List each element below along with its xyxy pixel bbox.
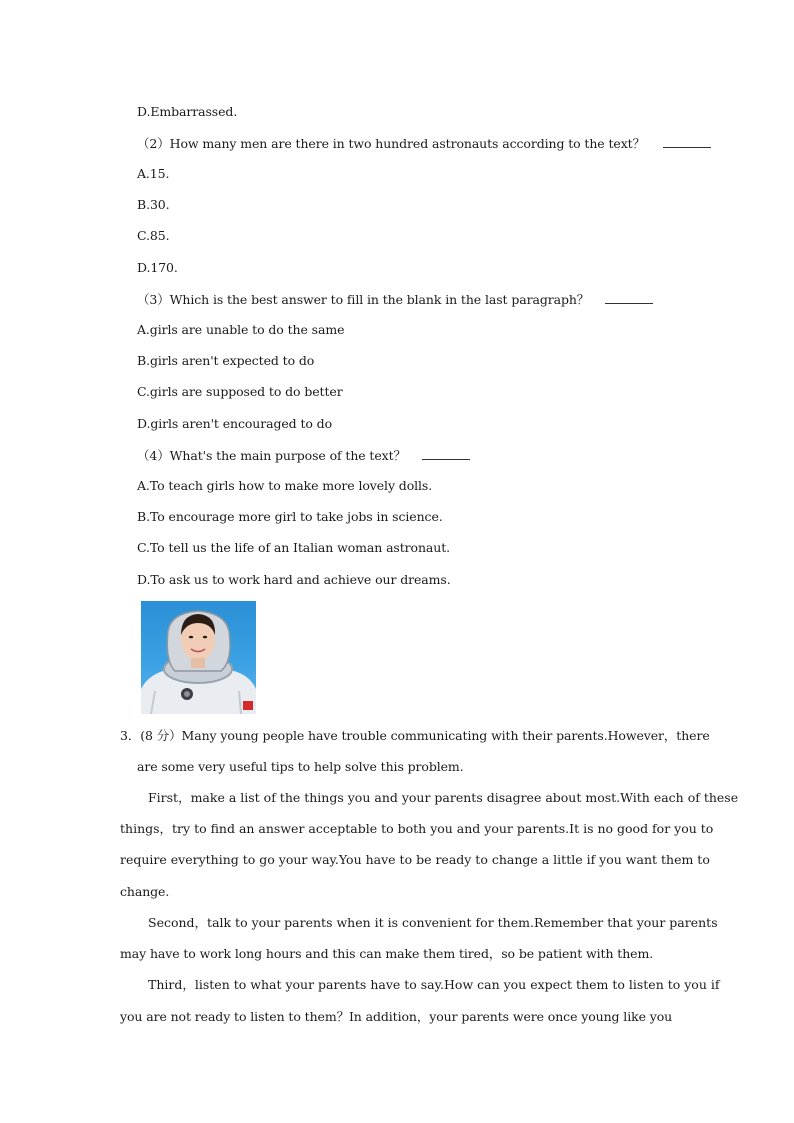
- q2-sub4-question: [137, 447, 470, 464]
- answer-blank[interactable]: [663, 135, 711, 148]
- astronaut-photo: [141, 601, 256, 714]
- q2-sub1-option-d: D.Embarrassed.: [137, 104, 238, 119]
- q2-sub3-option-b: B.girls aren't expected to do: [137, 353, 315, 368]
- question-text: （3）Which is the best answer to fill in the blank in the last paragraph？: [137, 292, 590, 307]
- q3-paragraph-1-line-3: require everything to go your way.You have to be ready to change a little if you want them to: [120, 852, 710, 867]
- q3-paragraph-1-line-1: First，make a list of the things you and your parents disagree about most.With each of these: [148, 790, 739, 805]
- q3-paragraph-1-line-4: change.: [120, 884, 170, 899]
- q2-sub3-option-a: A.girls are unable to do the same: [137, 322, 345, 337]
- q3-paragraph-1-line-2: things，try to find an answer acceptable to both you and your parents.It is no good for you to: [120, 821, 714, 836]
- q3-intro-line-1: 3．(8 分）Many young people have trouble communicating with their parents.However，there: [120, 728, 710, 743]
- q2-sub4-option-b: B.To encourage more girl to take jobs in science.: [137, 509, 443, 524]
- q2-sub4-option-c: C.To tell us the life of an Italian woman astronaut.: [137, 540, 451, 555]
- q2-sub4-option-a: A.To teach girls how to make more lovely dolls.: [137, 478, 433, 493]
- astronaut-illustration: [141, 601, 256, 714]
- q2-sub2-option-a: A.15.: [137, 166, 170, 181]
- q3-paragraph-3-line-1: Third，listen to what your parents have to say.How can you expect them to listen to you if: [148, 977, 720, 992]
- q3-paragraph-2-line-2: may have to work long hours and this can make them tired，so be patient with them.: [120, 946, 654, 961]
- q2-sub2-question: [137, 135, 711, 152]
- question-text: （2）How many men are there in two hundred astronauts according to the text？: [137, 136, 645, 151]
- answer-blank[interactable]: [422, 447, 470, 460]
- q2-sub2-option-c: C.85.: [137, 228, 170, 243]
- q3-intro-line-2: are some very useful tips to help solve this problem.: [137, 759, 464, 774]
- answer-blank[interactable]: [605, 291, 653, 304]
- q2-sub4-option-d: D.To ask us to work hard and achieve our dreams.: [137, 572, 451, 587]
- q2-sub3-option-c: C.girls are supposed to do better: [137, 384, 343, 399]
- q2-sub3-question: [137, 291, 653, 308]
- q3-paragraph-3-line-2: you are not ready to listen to them？In addition，your parents were once young like you: [120, 1009, 673, 1024]
- q2-sub2-option-b: B.30.: [137, 197, 170, 212]
- q3-paragraph-2-line-1: Second，talk to your parents when it is convenient for them.Remember that your parents: [148, 915, 718, 930]
- q2-sub2-option-d: D.170.: [137, 260, 178, 275]
- question-text: （4）What's the main purpose of the text？: [137, 448, 406, 463]
- q2-sub3-option-d: D.girls aren't encouraged to do: [137, 416, 332, 431]
